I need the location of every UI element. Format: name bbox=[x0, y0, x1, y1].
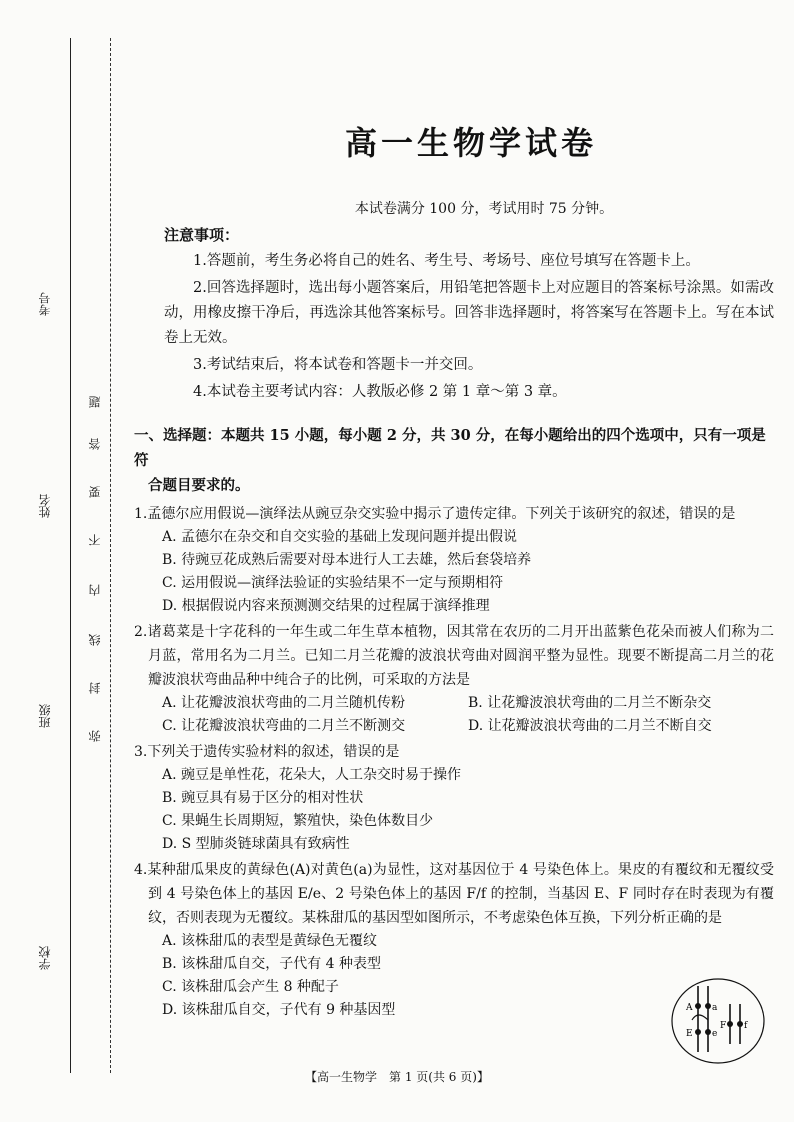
exam-content bbox=[134, 118, 774, 1039]
name-label: 姓名 bbox=[38, 494, 52, 518]
notice-item: 4.本试卷主要考试内容：人教版必修 2 第 1 章～第 3 章。 bbox=[193, 384, 567, 400]
option-b: B. 该株甜瓜自交，子代有 4 种表型 bbox=[162, 956, 381, 972]
option-c: C. 该株甜瓜会产生 8 种配子 bbox=[162, 979, 339, 995]
question-4 bbox=[134, 858, 774, 1039]
notice-item: 3.考试结束后，将本试卷和答题卡一并交回。 bbox=[193, 357, 483, 373]
class-field[interactable] bbox=[36, 704, 53, 728]
notice-item: 1.答题前，考生务必将自己的姓名、考生号、考场号、座位号填写在答题卡上。 bbox=[193, 253, 700, 269]
option-b: B. 待豌豆花成熟后需要对母本进行人工去雄，然后套袋培养 bbox=[162, 552, 532, 568]
name-field[interactable] bbox=[36, 494, 53, 518]
binding-line-inner-dashed bbox=[110, 38, 112, 1073]
section-heading-line2: 合题目要求的。 bbox=[148, 477, 250, 494]
question-2 bbox=[134, 620, 774, 738]
seal-warning-char: 答 bbox=[88, 438, 102, 450]
question-1 bbox=[134, 502, 774, 618]
locus-dot bbox=[737, 1021, 743, 1027]
school-field[interactable] bbox=[36, 946, 53, 970]
option-row bbox=[134, 715, 774, 738]
gene-label-E: E bbox=[686, 1029, 693, 1039]
gene-label-a: a bbox=[712, 1003, 718, 1013]
option-a: A. 该株甜瓜的表型是黄绿色无覆纹 bbox=[162, 933, 378, 949]
option-d: D. 让花瓣波浪状弯曲的二月兰不断自交 bbox=[468, 718, 712, 734]
seal-warning-char: 线 bbox=[88, 634, 102, 646]
option-b: B. 豌豆具有易于区分的相对性状 bbox=[162, 790, 364, 806]
question-stem: 1.孟德尔应用假说—演绎法从豌豆杂交实验中揭示了遗传定律。下列关于该研究的叙述，错误的是 bbox=[134, 506, 736, 522]
cell-outline bbox=[672, 979, 764, 1063]
option-c: C. 运用假说—演绎法验证的实验结果不一定与预期相符 bbox=[162, 575, 504, 591]
option-d: D. 根据假说内容来预测测交结果的过程属于演绎推理 bbox=[162, 598, 490, 614]
page-footer: 【高一生物学 第 1 页(共 6 页)】 bbox=[305, 1070, 489, 1084]
option-c: C. 让花瓣波浪状弯曲的二月兰不断测交 bbox=[162, 718, 406, 734]
seal-warning-char: 不 bbox=[88, 534, 102, 546]
binding-line-outer bbox=[70, 38, 71, 1073]
exam-title: 高一生物学试卷 bbox=[344, 124, 597, 162]
genotype-cell-figure bbox=[670, 976, 766, 1066]
exam-no-label: 考号 bbox=[38, 292, 52, 316]
question-3 bbox=[134, 740, 774, 856]
option-b: B. 让花瓣波浪状弯曲的二月兰不断杂交 bbox=[468, 695, 712, 711]
notice-item: 2.回答选择题时，选出每小题答案后，用铅笔把答题卡上对应题目的答案标号涂黑。如需改动，用橡皮擦干净后，再选涂其他答案标号。回答非选择题时，将答案写在答题卡上。写在本试卷上无效。 bbox=[164, 280, 774, 346]
locus-dot bbox=[705, 1003, 711, 1009]
locus-dot bbox=[695, 1029, 701, 1035]
class-label: 班级 bbox=[38, 704, 52, 728]
seal-warning-char: 要 bbox=[88, 486, 102, 498]
seal-warning-char: 封 bbox=[88, 682, 102, 694]
option-a: A. 让花瓣波浪状弯曲的二月兰随机传粉 bbox=[162, 695, 406, 711]
option-d: D. 该株甜瓜自交，子代有 9 种基因型 bbox=[162, 1002, 396, 1018]
option-c: C. 果蝇生长周期短，繁殖快，染色体数目少 bbox=[162, 813, 434, 829]
question-stem: 2.诸葛菜是十字花科的一年生或二年生草本植物，因其常在农历的二月开出蓝紫色花朵而被人们称为二月蓝，常用名为二月兰。已知二月兰花瓣的波浪状弯曲对圆润平整为显性。现要不断提高二月兰的花瓣波浪状弯曲品种中纯合子的比例，可采取的方法是 bbox=[134, 624, 774, 688]
gene-label-F: F bbox=[720, 1021, 727, 1031]
centromere-curve bbox=[692, 1015, 708, 1020]
exam-no-field[interactable] bbox=[36, 292, 53, 316]
locus-dot bbox=[705, 1029, 711, 1035]
question-stem: 3.下列关于遗传实验材料的叙述，错误的是 bbox=[134, 744, 400, 760]
locus-dot bbox=[695, 1003, 701, 1009]
school-label: 学校 bbox=[38, 946, 52, 970]
exam-meta: 本试卷满分 100 分，考试用时 75 分钟。 bbox=[354, 201, 614, 217]
gene-label-f: f bbox=[744, 1021, 748, 1031]
gene-label-A: A bbox=[686, 1003, 693, 1013]
question-stem: 4.某种甜瓜果皮的黄绿色(A)对黄色(a)为显性，这对基因位于 4 号染色体上。果皮的有覆纹和无覆纹受到 4 号染色体上的基因 E/e、2 号染色体上的基因 F/f 的控制，当基因 E、F 同时存在时表现为有覆纹，否则表现为无覆纹。某株甜瓜的基因型如图所示，不考虑染色体互换，下列分析正确的是 bbox=[134, 862, 774, 926]
notice-block bbox=[134, 224, 774, 405]
binding-margin bbox=[0, 0, 118, 1122]
option-a: A. 豌豆是单性花，花朵大，人工杂交时易于操作 bbox=[162, 767, 462, 783]
seal-warning-char: 题 bbox=[88, 396, 102, 408]
seal-warning-char: 弥 bbox=[88, 730, 102, 742]
notice-heading: 注意事项： bbox=[164, 226, 240, 244]
locus-dot bbox=[727, 1021, 733, 1027]
option-a: A. 孟德尔在杂交和自交实验的基础上发现问题并提出假说 bbox=[162, 529, 518, 545]
option-d: D. S 型肺炎链球菌具有致病性 bbox=[162, 836, 350, 852]
seal-warning-char: 内 bbox=[88, 584, 102, 596]
option-row bbox=[134, 692, 774, 715]
section-heading-line1: 一、选择题：本题共 15 小题，每小题 2 分，共 30 分，在每小题给出的四个选项中，只有一项是符 bbox=[134, 427, 766, 469]
gene-label-e: e bbox=[712, 1029, 718, 1039]
section-heading bbox=[134, 423, 774, 498]
